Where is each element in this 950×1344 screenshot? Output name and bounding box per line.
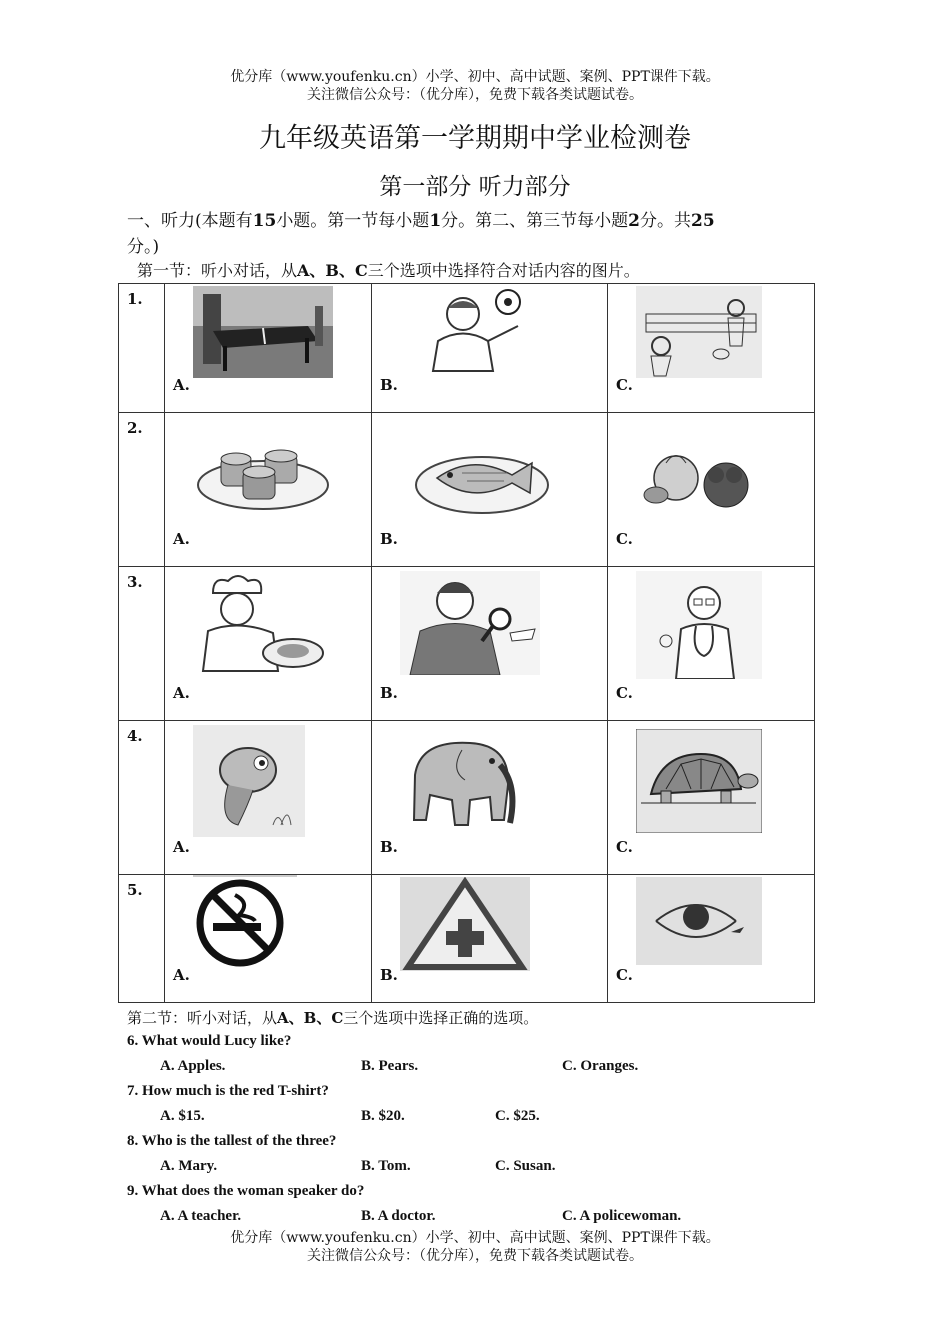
listening-instructions	[127, 208, 827, 260]
option-label: A.	[173, 966, 190, 984]
turtle-icon	[636, 729, 762, 833]
table-row	[119, 721, 815, 875]
header-line-2: 关注微信公众号：（优分库），免费下载各类试题试卷。	[307, 87, 643, 103]
answer-option[interactable]: B. Tom.	[361, 1158, 411, 1174]
answer-option[interactable]: A. Mary.	[160, 1158, 218, 1174]
option-cell	[165, 284, 372, 413]
answer-option[interactable]: B. $20.	[361, 1108, 405, 1124]
question-9: 9. What does the woman speaker do?	[127, 1183, 365, 1199]
page-title: 九年级英语第一学期期中学业检测卷	[259, 123, 691, 154]
option-cell	[372, 567, 608, 721]
option-label: A.	[173, 684, 190, 702]
intro-score: 2	[628, 211, 640, 231]
question-8: 8. Who is the tallest of the three?	[127, 1133, 337, 1149]
option-cell	[372, 721, 608, 875]
option-label: A.	[173, 530, 190, 548]
question-number: 2.	[119, 413, 165, 567]
section2-text: 第二节：听小对话，从	[127, 1009, 278, 1027]
doctor-icon	[636, 571, 762, 679]
table-row	[119, 284, 815, 413]
section2-letters: A、B、C	[277, 1009, 344, 1027]
footer-line-1: 优分库（www.youfenku.cn）小学、初中、高中试题、案例、PPT课件下载。	[230, 1230, 720, 1246]
part-subtitle: 第一部分 听力部分	[379, 174, 571, 200]
section1-text: 三个选项中选择符合对话内容的图片。	[367, 261, 640, 280]
answer-option[interactable]: B. Pears.	[361, 1058, 419, 1074]
table-row	[119, 413, 815, 567]
option-cell	[608, 413, 815, 567]
boy-playing-football-icon	[408, 286, 548, 378]
detective-icon	[400, 571, 540, 675]
option-cell	[608, 721, 815, 875]
option-label: A.	[173, 838, 190, 856]
option-cell	[165, 413, 372, 567]
option-label: C.	[616, 530, 633, 548]
option-label: C.	[616, 966, 633, 984]
option-cell	[608, 284, 815, 413]
vegetables-icon	[636, 423, 762, 523]
footer-line-2: 关注微信公众号：（优分库），免费下载各类试题试卷。	[307, 1248, 643, 1264]
question-number: 3.	[119, 567, 165, 721]
answer-option[interactable]: C. A policewoman.	[562, 1208, 682, 1224]
first-aid-sign-icon	[400, 877, 530, 971]
header-line-1: 优分库（www.youfenku.cn）小学、初中、高中试题、案例、PPT课件下载。	[230, 69, 720, 85]
airline-logo-icon	[636, 877, 762, 965]
intro-text: 分。)	[127, 237, 160, 257]
intro-total: 25	[691, 211, 715, 231]
answer-option[interactable]: A. Apples.	[160, 1058, 226, 1074]
option-label: A.	[173, 376, 190, 394]
option-label: B.	[380, 376, 398, 394]
goldfish-icon	[193, 725, 305, 837]
answer-option[interactable]: A. A teacher.	[160, 1208, 242, 1224]
section1-instructions	[137, 258, 640, 284]
picture-question-table	[118, 283, 815, 1003]
option-cell	[165, 875, 372, 1003]
option-label: B.	[380, 966, 398, 984]
question-6: 6. What would Lucy like?	[127, 1033, 292, 1049]
option-cell	[608, 875, 815, 1003]
option-label: B.	[380, 838, 398, 856]
table-row	[119, 875, 815, 1003]
answer-option[interactable]: C. Oranges.	[562, 1058, 639, 1074]
no-smoking-sign-icon	[193, 875, 297, 971]
intro-text: 一、听力(本题有	[127, 211, 253, 231]
option-label: C.	[616, 838, 633, 856]
question-number: 4.	[119, 721, 165, 875]
section2-instructions	[127, 1007, 538, 1028]
ping-pong-table-photo-icon	[193, 286, 333, 378]
intro-count: 15	[252, 211, 277, 231]
section1-letters: A、B、C	[297, 261, 368, 280]
option-label: B.	[380, 684, 398, 702]
plate-of-fish-icon	[412, 423, 552, 528]
option-label: C.	[616, 684, 633, 702]
answer-option[interactable]: A. $15.	[160, 1108, 205, 1124]
answer-option[interactable]: C. $25.	[495, 1108, 540, 1124]
intro-text: 分。共	[640, 211, 691, 231]
kids-playing-badminton-icon	[636, 286, 762, 378]
question-7: 7. How much is the red T-shirt?	[127, 1083, 329, 1099]
plate-of-cakes-icon	[193, 423, 333, 523]
section2-text: 三个选项中选择正确的选项。	[343, 1009, 539, 1027]
table-row	[119, 567, 815, 721]
option-label: B.	[380, 530, 398, 548]
option-label: C.	[616, 376, 633, 394]
elephant-icon	[400, 725, 520, 837]
question-number: 5.	[119, 875, 165, 1003]
section1-text: 第一节：听小对话，从	[137, 261, 298, 280]
chef-icon	[193, 571, 333, 681]
option-cell	[608, 567, 815, 721]
answer-option[interactable]: C. Susan.	[495, 1158, 556, 1174]
option-cell	[372, 413, 608, 567]
intro-text: 小题。第一节每小题	[276, 211, 430, 231]
intro-score: 1	[429, 211, 442, 231]
question-number: 1.	[119, 284, 165, 413]
option-cell	[165, 567, 372, 721]
option-cell	[372, 875, 608, 1003]
option-cell	[372, 284, 608, 413]
answer-option[interactable]: B. A doctor.	[361, 1208, 436, 1224]
option-cell	[165, 721, 372, 875]
intro-text: 分。第二、第三节每小题	[441, 211, 629, 231]
